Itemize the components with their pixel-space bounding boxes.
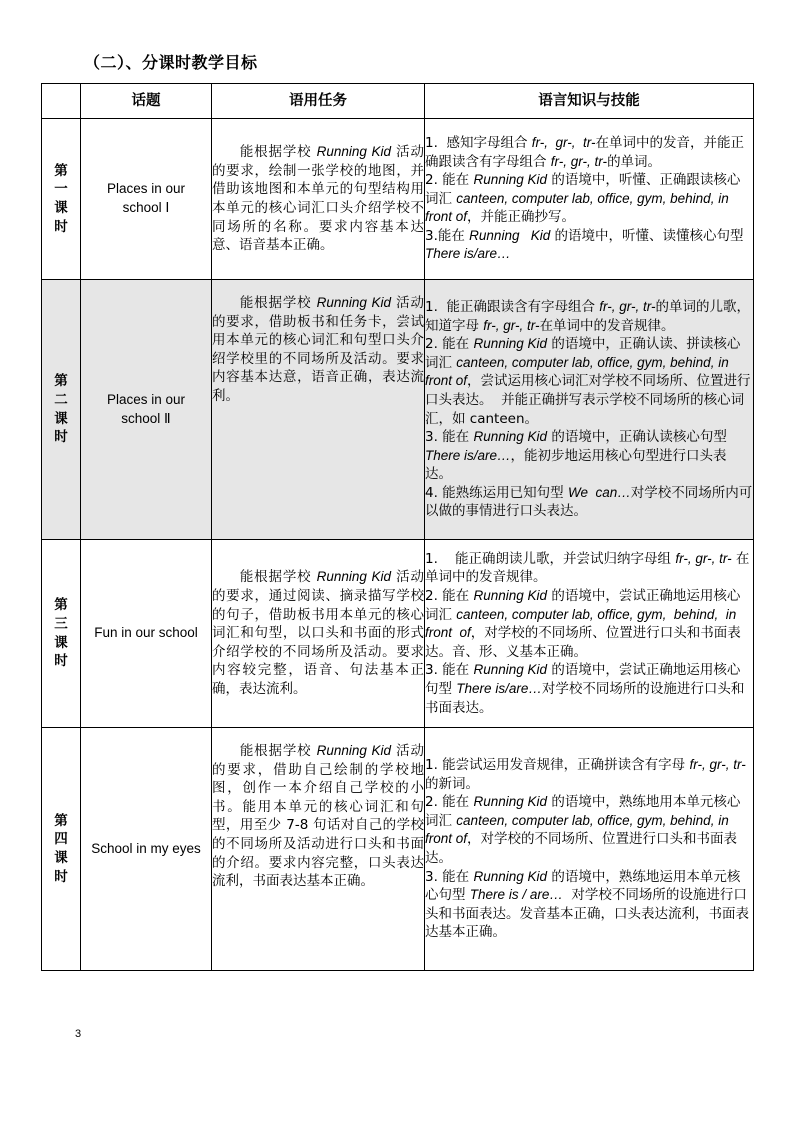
- knowledge-cell: [425, 119, 754, 280]
- knowledge-item: 1. 能正确朗读儿歌，并尝试归纳字母组 fr-, gr-, tr- 在单词中的发音规律。: [425, 550, 750, 586]
- task-cell: 能根据学校 Running Kid 活动的要求，借助自己绘制的学校地图，创作一本介绍自己学校的小书。能用本单元的核心词汇和句型，用至少 7-8 句话对自己的学校的不同场所及活动进行口头和书面的介绍。要求内容完整，口头表达流利，书面表达基本正确。: [212, 728, 425, 971]
- knowledge-item: 3. 能在 Running Kid 的语境中，正确认读核心句型 There is/are…，能初步地运用核心句型进行口头表达。: [425, 429, 727, 483]
- topic-cell: Places in our school Ⅰ: [81, 119, 212, 280]
- knowledge-item: 1. 能正确跟读含有字母组合 fr-, gr-, tr-的单词的儿歌，知道字母 fr-, gr-, tr-在单词中的发音规律。: [425, 298, 751, 334]
- table-row: [42, 540, 754, 728]
- knowledge-item: 2. 能在 Running Kid 的语境中，尝试正确地运用核心词汇 canteen, computer lab, office, gym, behind, in front of，对学校的不同场所、位置进行口头和书面表达。音、形、义基本正确。: [425, 588, 741, 660]
- lesson-label: 第 四 课 时: [42, 728, 81, 971]
- table-header-row: [42, 84, 754, 119]
- knowledge-item: 1. 能尝试运用发音规律，正确拼读含有字母 fr-, gr-, tr- 的新词。: [425, 757, 751, 792]
- lesson-objectives-table: [41, 83, 754, 971]
- header-topic: 话题: [81, 84, 212, 119]
- table-row: [42, 119, 754, 280]
- knowledge-cell: [425, 540, 754, 728]
- table-row: [42, 280, 754, 540]
- topic-cell: Fun in our school: [81, 540, 212, 728]
- topic-cell: Places in our school Ⅱ: [81, 280, 212, 540]
- knowledge-item: 3.能在 Running Kid 的语境中，听懂、读懂核心句型 There is/are…: [425, 227, 744, 262]
- knowledge-item: 2. 能在 Running Kid 的语境中，正确认读、拼读核心词汇 canteen, computer lab, office, gym, behind, in front of，尝试运用核心词汇对学校不同场所、位置进行口头表达。 并能正确拼写表示学校不同场所的核心词汇，如 canteen。: [425, 336, 751, 427]
- header-knowledge: 语言知识与技能: [425, 84, 754, 119]
- task-cell: 能根据学校 Running Kid 活动的要求，绘制一张学校的地图，并借助该地图和本单元的句型结构用本单元的核心词汇口头介绍学校不同场所的名称。要求内容基本达意、语音基本正确。: [212, 119, 425, 280]
- knowledge-item: 4. 能熟练运用已知句型 We can…对学校不同场所内可以做的事情进行口头表达。: [425, 484, 753, 520]
- knowledge-item: 1. 感知字母组合 fr-, gr-, tr-在单词中的发音，并能正确跟读含有字母组合 fr-, gr-, tr-的单词。: [425, 134, 745, 170]
- knowledge-item: 2. 能在 Running Kid 的语境中，熟练地用本单元核心词汇 canteen, computer lab, office, gym, behind, in front of，对学校的不同场所、位置进行口头和书面表达。: [425, 794, 741, 866]
- table-row: [42, 728, 754, 971]
- lesson-label: 第 一 课 时: [42, 119, 81, 280]
- knowledge-item: 2. 能在 Running Kid 的语境中，听懂、正确跟读核心词汇 canteen, computer lab, office, gym, behind, in front of，并能正确抄写。: [425, 172, 741, 226]
- lesson-label: 第 三 课 时: [42, 540, 81, 728]
- knowledge-item: 3. 能在 Running Kid 的语境中，尝试正确地运用核心句型 There is/are…对学校不同场所的设施进行口头和书面表达。: [425, 662, 745, 716]
- topic-cell: School in my eyes: [81, 728, 212, 971]
- section-title: （二）、分课时教学目标: [84, 53, 258, 72]
- lesson-label: 第 二 课 时: [42, 280, 81, 540]
- knowledge-item: 3. 能在 Running Kid 的语境中，熟练地运用本单元核心句型 There is / are… 对学校不同场所的设施进行口头和书面表达。发音基本正确，口头表达流利，书面表达基本正确。: [425, 868, 749, 941]
- knowledge-cell: [425, 280, 754, 540]
- page-number: 3: [75, 1028, 82, 1040]
- task-cell: 能根据学校 Running Kid 活动的要求，借助板书和任务卡，尝试用本单元的核心词汇和句型口头介绍学校里的不同场所及活动。要求内容基本达意，语音正确，表达流利。: [212, 280, 425, 540]
- task-cell: 能根据学校 Running Kid 活动的要求，通过阅读、摘录描写学校的句子，借助板书用本单元的核心词汇和句型，以口头和书面的形式介绍学校的不同场所及活动。要求内容较完整，语音、句法基本正确，表达流利。: [212, 540, 425, 728]
- header-task: 语用任务: [212, 84, 425, 119]
- header-blank: [42, 84, 81, 119]
- knowledge-cell: [425, 728, 754, 971]
